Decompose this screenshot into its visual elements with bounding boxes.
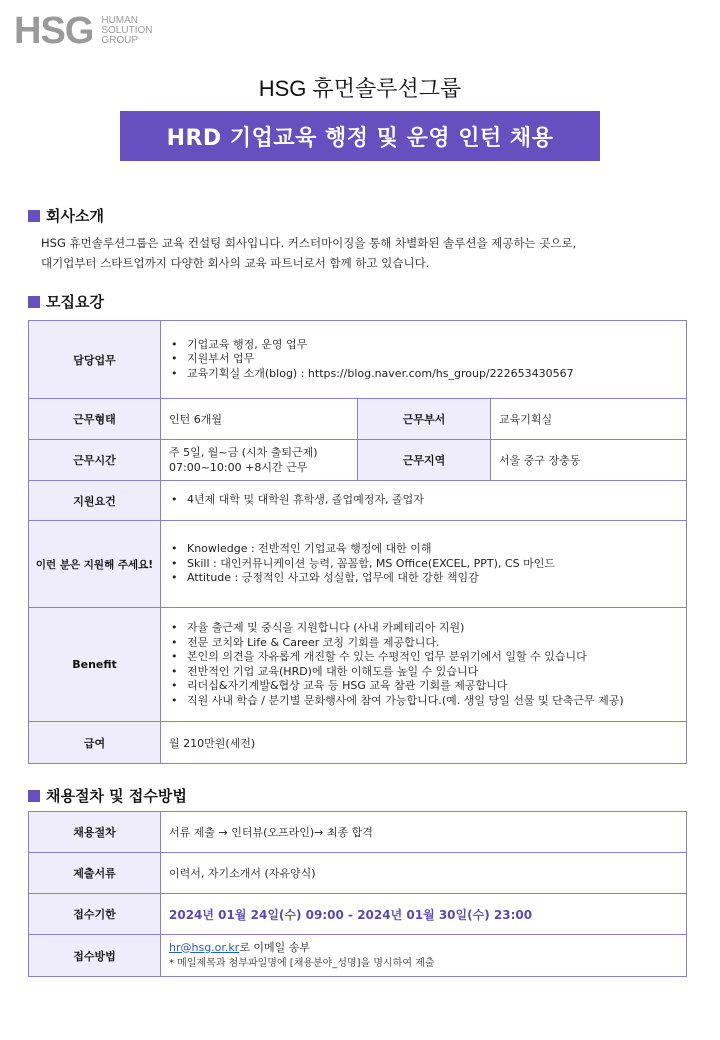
section-title: 모집요강 xyxy=(46,293,104,311)
table-row-requirements xyxy=(29,481,687,521)
hours-line: 주 5일, 월~금 (시차 출퇴근제) xyxy=(169,446,318,459)
label-employment-type: 근무형태 xyxy=(29,399,161,440)
label-preferred: 이런 분은 지원해 주세요! xyxy=(29,521,161,608)
section-recruitment xyxy=(28,291,104,312)
list-item: • 본인의 의견을 자유롭게 개진할 수 있는 수평적인 업무 분위기에서 일할 수 있습니다 xyxy=(169,650,678,665)
value-preferred xyxy=(161,521,687,608)
section-marker-icon xyxy=(28,790,40,802)
table-row-salary xyxy=(29,722,687,764)
recruitment-table xyxy=(28,320,687,764)
list-item: • Attitude : 긍정적인 사고와 성실함, 업무에 대한 강한 책임감 xyxy=(169,571,678,586)
section-marker-icon xyxy=(28,296,40,308)
label-department: 근무부서 xyxy=(358,399,491,440)
company-intro-text xyxy=(41,233,576,273)
table-row-deadline xyxy=(29,894,687,935)
value-requirements xyxy=(161,481,687,521)
section-marker-icon xyxy=(28,210,40,222)
section-title: 회사소개 xyxy=(46,207,104,225)
email-suffix: 로 이메일 송부 xyxy=(239,940,311,954)
table-row-type xyxy=(29,399,687,440)
section-process xyxy=(28,785,187,806)
value-steps: 서류 제출 → 인터뷰(오프라인)→ 최종 합격 xyxy=(161,812,687,853)
logo-line-1: HUMAN xyxy=(101,15,139,26)
list-item: • 전반적인 기업 교육(HRD)에 대한 이해도를 높일 수 있습니다 xyxy=(169,665,678,680)
list-item: • 직원 사내 학습 / 분기별 문화행사에 참여 가능합니다.(예. 생일 당일 선물 및 단축근무 제공) xyxy=(169,694,678,709)
table-row-preferred xyxy=(29,521,687,608)
label-duty: 담당업무 xyxy=(29,321,161,399)
logo-subtitle xyxy=(101,16,152,46)
label-deadline: 접수기한 xyxy=(29,894,161,935)
list-item: • 리더십&자기계발&협상 교육 등 HSG 교육 참관 기회를 제공합니다 xyxy=(169,679,678,694)
list-item: • Skill : 대인커뮤니케이션 능력, 꼼꼼함, MS Office(EXCEL, PPT), CS 마인드 xyxy=(169,557,678,572)
value-documents: 이력서, 자기소개서 (자유양식) xyxy=(161,853,687,894)
label-documents: 제출서류 xyxy=(29,853,161,894)
list-item: • 전문 코치와 Life & Career 코칭 기회를 제공합니다. xyxy=(169,636,678,651)
process-table xyxy=(28,811,687,977)
label-steps: 채용절차 xyxy=(29,812,161,853)
value-hours xyxy=(161,440,358,481)
company-name: HSG 휴먼솔루션그룹 xyxy=(258,76,462,101)
list-item: • 기업교육 행정, 운영 업무 xyxy=(169,338,678,353)
table-row-steps xyxy=(29,812,687,853)
table-row-benefit xyxy=(29,608,687,722)
submission-note: * 메일제목과 첨부파일명에 [채용분야_성명]을 명시하여 제출 xyxy=(169,957,435,969)
table-row-documents xyxy=(29,853,687,894)
label-benefit: Benefit xyxy=(29,608,161,722)
list-item: • 지원부서 업무 xyxy=(169,352,678,367)
intro-line: HSG 휴먼솔루션그룹은 교육 컨설팅 회사입니다. 커스터마이징을 통해 차별화된 솔루션을 제공하는 곳으로, xyxy=(41,236,577,250)
email-link[interactable]: hr@hsg.or.kr xyxy=(169,940,240,954)
label-method: 접수방법 xyxy=(29,935,161,977)
section-company-intro xyxy=(28,205,104,226)
value-benefit xyxy=(161,608,687,722)
logo-line-2: SOLUTION xyxy=(101,25,153,36)
intro-line: 대기업부터 스타트업까지 다양한 회사의 교육 파트너로서 함께 하고 있습니다. xyxy=(41,256,430,270)
value-salary: 월 210만원(세전) xyxy=(161,722,687,764)
label-salary: 급여 xyxy=(29,722,161,764)
table-row-method xyxy=(29,935,687,977)
value-location: 서울 중구 장충동 xyxy=(491,440,687,481)
value-employment-type: 인턴 6개월 xyxy=(161,399,358,440)
list-item: • 자율 출근제 및 중식을 지원합니다 (사내 카페테리아 지원) xyxy=(169,621,678,636)
label-requirements: 지원요건 xyxy=(29,481,161,521)
job-title-banner: HRD 기업교육 행정 및 운영 인턴 채용 xyxy=(120,111,600,161)
deadline-text: 2024년 01월 24일(수) 09:00 - 2024년 01월 30일(수) 23:00 xyxy=(169,907,533,922)
value-duty xyxy=(161,321,687,399)
table-row-hours xyxy=(29,440,687,481)
list-item: • Knowledge : 전반적인 기업교육 행정에 대한 이해 xyxy=(169,542,678,557)
table-row-duty xyxy=(29,321,687,399)
blog-link[interactable]: • 교육기획실 소개(blog) : https://blog.naver.com/hs_group/222653430567 xyxy=(169,367,678,382)
value-method xyxy=(161,935,687,977)
company-logo xyxy=(14,10,153,52)
label-location: 근무지역 xyxy=(358,440,491,481)
section-title: 채용절차 및 접수방법 xyxy=(46,787,187,805)
list-item: • 4년제 대학 및 대학원 휴학생, 졸업예정자, 졸업자 xyxy=(169,493,678,508)
logo-mark: HSG xyxy=(14,10,94,52)
value-department: 교육기획실 xyxy=(491,399,687,440)
logo-line-3: GROUP xyxy=(101,35,139,46)
label-hours: 근무시간 xyxy=(29,440,161,481)
hours-line: 07:00~10:00 +8시간 근무 xyxy=(169,461,308,474)
value-deadline xyxy=(161,894,687,935)
